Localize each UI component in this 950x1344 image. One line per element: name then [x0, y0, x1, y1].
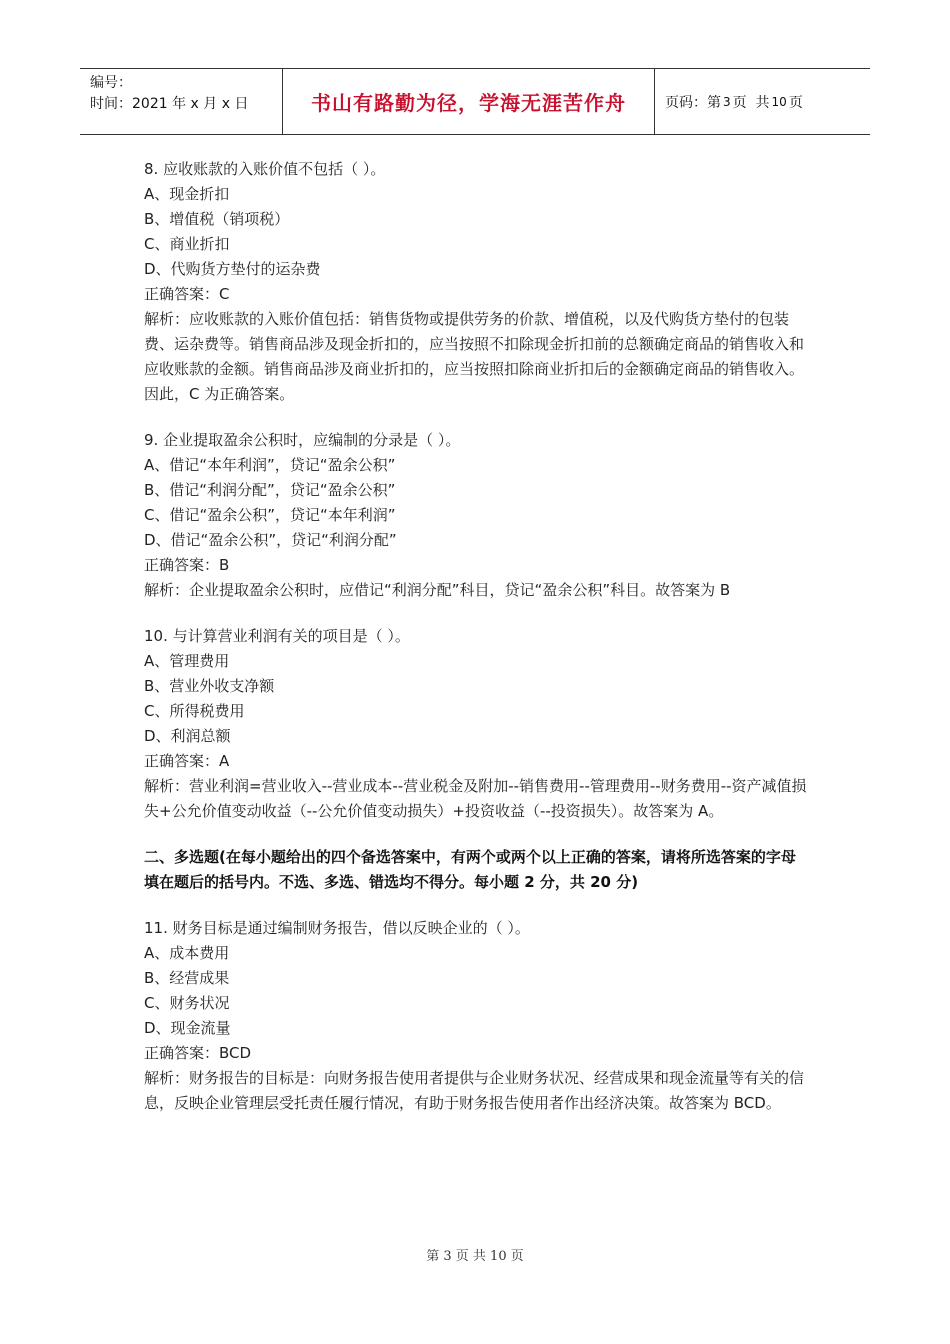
time-label: 时间：2021 年 x 月 x 日 [90, 96, 249, 112]
document-body [144, 157, 810, 1116]
analysis: 解析：营业利润=营业收入--营业成本--营业税金及附加--销售费用--管理费用--财务费用--资产减值损失+公允价值变动收益（--公允价值变动损失）+投资收益（--投资损失）。故答案为 A。 [144, 777, 807, 820]
page-number: 3 [723, 94, 731, 109]
option-a: A、成本费用 [144, 944, 230, 962]
number-label: 编号： [90, 75, 132, 91]
analysis: 解析：应收账款的入账价值包括：销售货物或提供劳务的价款、增值税，以及代购货方垫付的包装费、运杂费等。销售商品涉及现金折扣的，应当按照不扣除现金折扣前的总额确定商品的销售收入和应收账款的金额。销售商品涉及商业折扣的，应当按照扣除商业折扣后的金额确定商品的销售收入。因此，C 为正确答案。 [144, 310, 805, 403]
question-11 [144, 916, 810, 1116]
header-motto: 书山有路勤为径，学海无涯苦作舟 [282, 69, 655, 134]
correct-answer: 正确答案：BCD [144, 1044, 252, 1062]
option-c: C、商业折扣 [144, 235, 230, 253]
option-d: D、代购货方垫付的运杂费 [144, 260, 321, 278]
analysis: 解析：企业提取盈余公积时，应借记“利润分配”科目，贷记“盈余公积”科目。故答案为 B [144, 581, 731, 599]
header-meta [80, 69, 282, 134]
option-c: C、借记“盈余公积”，贷记“本年利润” [144, 506, 396, 524]
page-total: 10 [771, 94, 787, 109]
header-page-info [655, 69, 870, 134]
option-b: B、经营成果 [144, 969, 230, 987]
analysis: 解析：财务报告的目标是：向财务报告使用者提供与企业财务状况、经营成果和现金流量等有关的信息，反映企业管理层受托责任履行情况，有助于财务报告使用者作出经济决策。故答案为 BCD。 [144, 1069, 805, 1112]
question-9 [144, 428, 810, 603]
correct-answer: 正确答案：C [144, 285, 230, 303]
page-footer: 第 3 页 共 10 页 [426, 1249, 524, 1264]
correct-answer: 正确答案：B [144, 556, 230, 574]
option-a: A、管理费用 [144, 652, 230, 670]
correct-answer: 正确答案：A [144, 752, 230, 770]
option-b: B、增值税（销项税） [144, 210, 290, 228]
page-prefix: 页码：第 [665, 94, 721, 111]
question-stem: 10. 与计算营业利润有关的项目是（ ）。 [144, 627, 410, 645]
option-b: B、借记“利润分配”，贷记“盈余公积” [144, 481, 396, 499]
option-a: A、现金折扣 [144, 185, 230, 203]
page-header [80, 68, 870, 135]
option-c: C、所得税费用 [144, 702, 245, 720]
question-stem: 9. 企业提取盈余公积时，应编制的分录是（ ）。 [144, 431, 461, 449]
question-8 [144, 157, 810, 407]
option-d: D、借记“盈余公积”，贷记“利润分配” [144, 531, 397, 549]
option-d: D、现金流量 [144, 1019, 231, 1037]
option-b: B、营业外收支净额 [144, 677, 275, 695]
option-d: D、利润总额 [144, 727, 231, 745]
question-10 [144, 624, 810, 824]
question-stem: 8. 应收账款的入账价值不包括（ ）。 [144, 160, 386, 178]
question-stem: 11. 财务目标是通过编制财务报告，借以反映企业的（ ）。 [144, 919, 530, 937]
page-mid: 页 共 [732, 94, 770, 111]
option-c: C、财务状况 [144, 994, 230, 1012]
page-suffix: 页 [788, 94, 803, 111]
option-a: A、借记“本年利润”，贷记“盈余公积” [144, 456, 396, 474]
section-heading: 二、多选题(在每小题给出的四个备选答案中，有两个或两个以上正确的答案，请将所选答案的字母填在题后的括号内。不选、多选、错选均不得分。每小题 2 分，共 20 分) [144, 848, 796, 891]
